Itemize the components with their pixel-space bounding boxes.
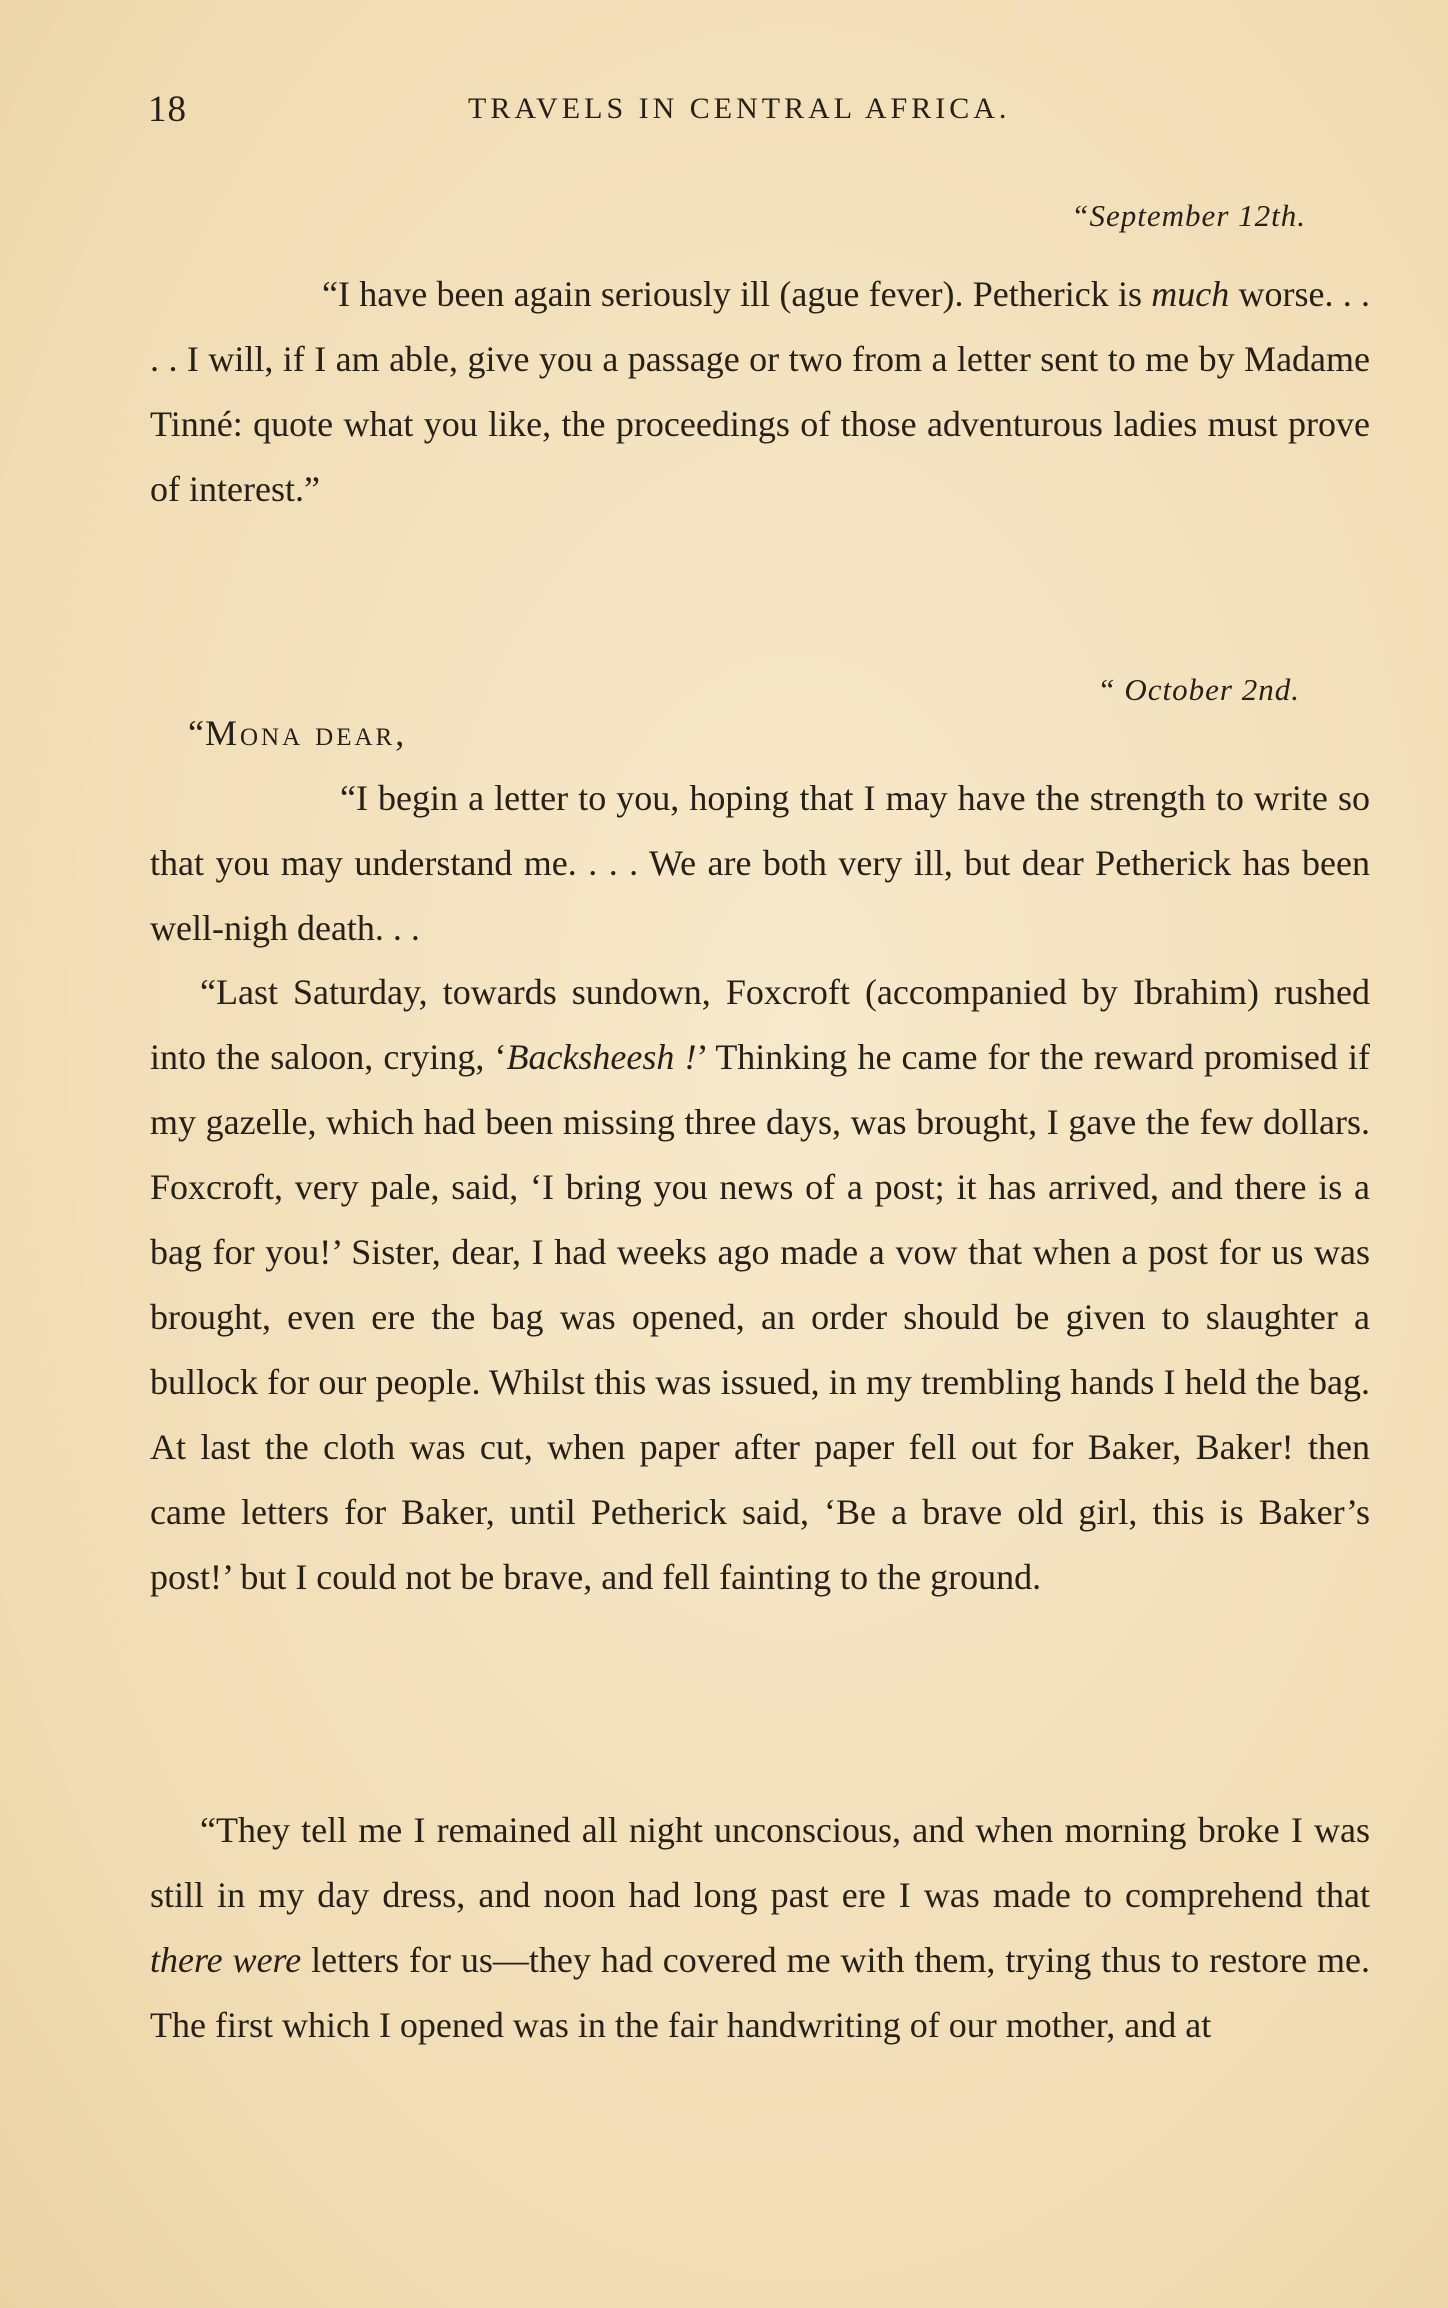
paragraph-september-letter — [150, 262, 1370, 522]
emphasis-text: Backsheesh ! — [506, 1037, 697, 1077]
text-run: ’ Thinking he came for the reward promised if my gazelle, which had been missing three days, was brought, I gave the few dollars. Foxcroft, very pale, said, ‘I bring you news of a post; it has arrived, and there is a bag for you!’ Sister, dear, I had weeks ago made a vow that when a post for us was brought, even ere the bag was opened, an order should be given to slaughter a bullock for our people. Whilst this was issued, in my trembling hands I held the bag. At last the cloth was cut, when paper after paper fell out for Baker, Baker! then came letters for Baker, until Petherick said, ‘Be a brave old girl, this is Baker’s post!’ but I could not be brave, and fell fainting to the ground. — [150, 1037, 1370, 1597]
emphasis-text: there were — [150, 1940, 302, 1980]
text-run: letters for us—they had covered me with them, trying thus to restore me. The first which I opened was in the fair handwriting of our mother, and at — [150, 1940, 1370, 2045]
paragraph-begin-letter: “I begin a letter to you, hoping that I may have the strength to write so that you may understand me. . . . We are both very ill, but dear Petherick has been well-nigh death. . . — [150, 778, 1370, 948]
letter-date-october: “ October 2nd. — [1097, 672, 1300, 707]
emphasis-text: much — [1151, 274, 1230, 314]
text-run: worse. . . . . I will, if I am able, give you a passage or two from a letter sent to me by Madame Tinné: quote what you like, the proceedings of those adventurous ladies must prove of interest.” — [150, 274, 1370, 509]
paragraph-last-saturday — [150, 960, 1370, 1610]
paragraph-they-tell-me — [150, 1798, 1370, 2058]
salutation-quote: “ — [188, 713, 205, 753]
page-number: 18 — [148, 89, 187, 130]
running-head — [148, 88, 1368, 138]
salutation-name: Mona dear, — [204, 713, 408, 753]
letter-date-september: “September 12th. — [1071, 198, 1306, 233]
running-title: TRAVELS IN CENTRAL AFRICA. — [468, 92, 1011, 125]
text-run: “Last Saturday, towards sundown, Foxcroft (accompanied by Ibrahim) rushed into the saloon, crying, ‘ — [150, 972, 1370, 1077]
salutation — [188, 712, 407, 754]
text-run: “They tell me I remained all night unconscious, and when morning broke I was still in my day dress, and noon had long past ere I was made to comprehend that — [150, 1810, 1370, 1915]
text-run: “I have been again seriously ill (ague fever). Petherick is — [322, 274, 1152, 314]
